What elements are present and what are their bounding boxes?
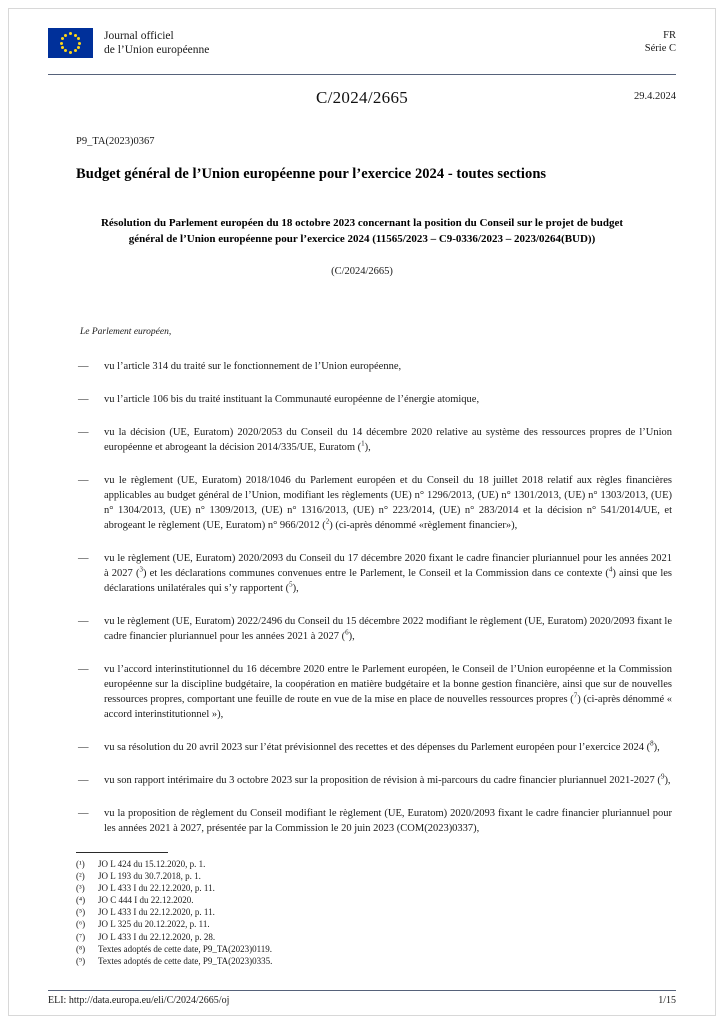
footnote-marker: (⁵) — [76, 907, 86, 918]
citation-item — [76, 740, 672, 755]
eu-star-icon — [60, 42, 63, 45]
masthead-left — [48, 28, 209, 58]
footer-row — [48, 995, 676, 1006]
header-id-row — [48, 88, 676, 110]
eu-star-icon — [78, 42, 81, 45]
footnote-item — [76, 918, 496, 930]
citation-item — [76, 473, 672, 533]
journal-title-line1: Journal officiel — [104, 30, 174, 42]
eu-star-icon — [77, 46, 80, 49]
footnote-marker: (⁹) — [76, 955, 86, 966]
citation-item — [76, 551, 672, 596]
footnote-item — [76, 931, 496, 943]
citation-list — [76, 359, 672, 836]
page-footer — [48, 990, 676, 1006]
document-identifier: C/2024/2665 — [315, 88, 409, 107]
footnote-list — [76, 858, 496, 967]
citation-dash: — — [78, 394, 89, 405]
eu-star-icon — [69, 32, 72, 35]
footnote-marker: (⁶) — [76, 919, 86, 930]
citation-dash: — — [78, 616, 89, 627]
footnote-marker: (⁸) — [76, 943, 86, 954]
eu-star-icon — [64, 34, 67, 37]
footnote-text: Textes adoptés de cette date, P9_TA(2023)0119. — [98, 943, 273, 954]
citation-item — [76, 425, 672, 455]
citation-item — [76, 614, 672, 644]
footnote-text: JO C 444 I du 22.12.2020. — [98, 895, 194, 906]
footnote-item — [76, 955, 496, 967]
body-intro: Le Parlement européen, — [80, 327, 172, 337]
footnote-marker: (³) — [76, 883, 85, 894]
footnote-marker: (⁷) — [76, 931, 86, 942]
citation-dash: — — [78, 361, 89, 372]
footnote-text: JO L 433 I du 22.12.2020, p. 28. — [98, 931, 216, 942]
footnote-item — [76, 943, 496, 955]
citation-text: vu la décision (UE, Euratom) 2020/2053 du Conseil du 14 décembre 2020 relative au système des ressources propres de l’Union européenne et abrogeant la décision 2014/335/UE, Euratom ($^1$), — [104, 427, 672, 453]
footnote-text: JO L 433 I du 22.12.2020, p. 11. — [98, 907, 215, 918]
eu-star-icon — [74, 34, 77, 37]
citation-dash: — — [78, 553, 89, 564]
footnote-marker: (¹) — [76, 859, 85, 869]
eu-star-icon — [69, 51, 72, 54]
citation-item — [76, 806, 672, 836]
footnote-marker: (²) — [76, 871, 85, 882]
citation-item — [76, 359, 672, 374]
footnote-separator — [76, 852, 168, 853]
eu-flag-icon — [48, 28, 93, 58]
eli-link[interactable]: ELI: http://data.europa.eu/eli/C/2024/2665/oj — [48, 995, 230, 1006]
citation-item — [76, 662, 672, 722]
citation-text: vu le règlement (UE, Euratom) 2022/2496 du Conseil du 15 décembre 2022 modifiant le règlement (UE, Euratom) 2020/2093 fixant le cadre financier pluriannuel pour les années 2021 à 2027 ($^6$), — [104, 616, 672, 642]
eu-star-icon — [64, 49, 67, 52]
footnote-marker: (⁴) — [76, 895, 86, 906]
citation-text: vu l’accord interinstitutionnel du 16 décembre 2020 entre le Parlement européen, le Conseil de l’Union européenne et la Commission européenne sur la discipline budgétaire, la coopération en matière budgétaire et la bonne gestion financière, ainsi que sur de nouvelles ressources propres, comportant une feuille de route en vue de la mise en place de nouvelles ressources propres ($^7$) (ci-après dénommé « accord interinstitutionnel »), — [104, 664, 672, 720]
citation-text: vu la proposition de règlement du Conseil modifiant le règlement (UE, Euratom) 2020/2093 fixant le cadre financier pluriannuel pour les années 2021 à 2027, présentée par la Commission le 20 juin 2023 (COM(2023)0337), — [104, 808, 672, 834]
citation-text: vu l’article 106 bis du traité instituant la Communauté européenne de l’énergie atomique, — [104, 394, 480, 405]
footnote-text: JO L 433 I du 22.12.2020, p. 11. — [98, 883, 215, 894]
citation-dash: — — [78, 808, 89, 819]
footnotes-section — [76, 852, 496, 967]
journal-title-line2: de l’Union européenne — [104, 44, 210, 56]
citation-item — [76, 773, 672, 788]
page-number: 1/15 — [658, 995, 676, 1006]
eu-star-icon — [61, 37, 64, 40]
citation-dash: — — [78, 775, 89, 786]
journal-title — [104, 29, 209, 57]
series-label: Série C — [644, 42, 676, 54]
footnote-item — [76, 894, 496, 906]
citation-text: vu son rapport intérimaire du 3 octobre 2023 sur la proposition de révision à mi-parcours du cadre financier pluriannuel 2021-2027 ($^9$), — [104, 772, 671, 786]
header-rule — [48, 74, 676, 75]
footnote-item — [76, 882, 496, 894]
citation-dash: — — [78, 664, 89, 675]
footnote-text: JO L 193 du 30.7.2018, p. 1. — [98, 871, 201, 882]
citation-text: vu l’article 314 du traité sur le fonctionnement de l’Union européenne, — [104, 361, 402, 372]
document-subtitle: Résolution du Parlement européen du 18 octobre 2023 concernant la position du Conseil sur le projet de budget général de l’Union européenne pour l’exercice 2024 (11565/2023 – C9-0336/2023 – 2023/0264(BUD)) — [100, 217, 623, 245]
eu-star-icon — [74, 49, 77, 52]
footnote-item — [76, 858, 496, 870]
body-content — [76, 327, 672, 836]
citation-text: vu sa résolution du 20 avril 2023 sur l’état prévisionnel des recettes et des dépenses du Parlement européen pour l’exercice 2024 ($^8$), — [104, 739, 660, 753]
footer-rule — [48, 990, 676, 991]
publication-date: 29.4.2024 — [634, 91, 676, 102]
language-code: FR — [663, 30, 676, 41]
citation-item — [76, 392, 672, 407]
eu-star-icon — [77, 37, 80, 40]
footnote-text: JO L 325 du 20.12.2022, p. 11. — [98, 919, 210, 930]
citation-dash: — — [78, 427, 89, 438]
masthead — [48, 28, 676, 68]
page-content — [48, 28, 676, 1000]
citation-dash: — — [78, 475, 89, 486]
citation-dash: — — [78, 742, 89, 753]
masthead-right — [645, 28, 676, 55]
citation-text: vu le règlement (UE, Euratom) 2020/2093 du Conseil du 17 décembre 2020 fixant le cadre financier pluriannuel pour les années 2021 à 2027 ($^3$) et les déclarations communes convenues entre le Parlement, le Conseil et la Commission dans ce contexte ($^4$) ainsi que les déclarations unilatérales qui s’y rapportent ($^5$), — [104, 553, 672, 594]
citation-text: vu le règlement (UE, Euratom) 2018/1046 du Parlement européen et du Conseil du 18 juillet 2018 relatif aux règles financières applicables au budget général de l’Union, modifiant les règlements (UE) n° 1296/2013, (UE) n° 1301/2013, (UE) n° 1303/2013, (UE) n° 1304/2013, (UE) n° 1309/2013, (UE) n° 1316/2013, (UE) n° 223/2014, (UE) n° 283/2014 et la décision n° 541/2014/UE, et abrogeant le règlement (UE, Euratom) n° 966/2012 ($^2$) (ci-après dénommé «règlement financier»), — [104, 475, 672, 531]
page-title: Budget général de l’Union européenne pour l’exercice 2024 - toutes sections — [76, 166, 547, 182]
footnote-item — [76, 870, 496, 882]
footnote-text: Textes adoptés de cette date, P9_TA(2023)0335. — [98, 955, 273, 966]
subtitle-identifier: (C/2024/2665) — [331, 266, 393, 277]
document-reference-code: P9_TA(2023)0367 — [76, 136, 155, 147]
footnote-item — [76, 906, 496, 918]
footnote-text: JO L 424 du 15.12.2020, p. 1. — [98, 859, 206, 869]
